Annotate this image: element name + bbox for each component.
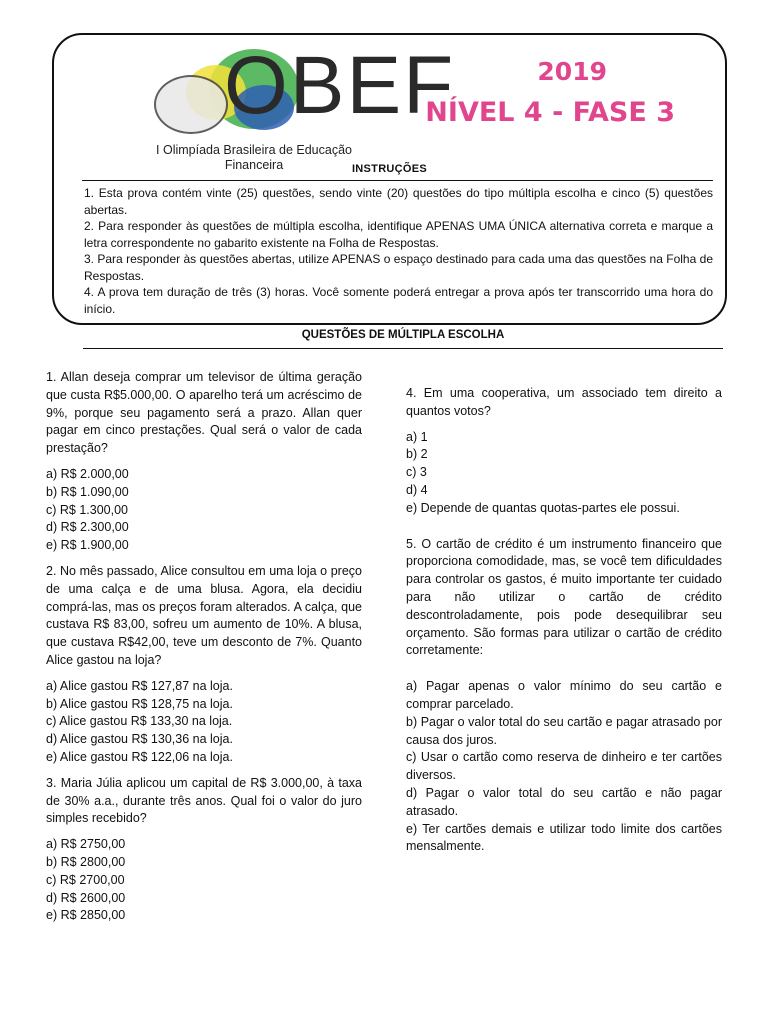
instructions-body — [84, 185, 713, 317]
options-list — [46, 466, 362, 555]
question-stem: 2. No mês passado, Alice consultou em uma loja o preço de uma calça e de uma blusa. Agora, ela decidiu comprá-las, mas os preços foram alterados. A calça, que custava R$ 83,00, sofreu um aumento de 10%. A blusa, que custava R$42,00, teve um desconto de 7%. Quanto Alice gastou na loja? — [46, 563, 362, 667]
logo-caption-line2: Financeira — [224, 158, 284, 172]
question-2 — [46, 563, 362, 767]
section-title: QUESTÕES DE MÚLTIPLA ESCOLHA — [301, 329, 505, 341]
option: a) Alice gastou R$ 127,87 na loja. — [46, 678, 233, 693]
right-column — [406, 385, 722, 864]
option: a) R$ 2750,00 — [46, 837, 126, 852]
option: c) R$ 1.300,00 — [46, 502, 128, 517]
question-3 — [46, 775, 362, 925]
spacer — [406, 526, 722, 536]
options-list — [46, 836, 362, 925]
question-stem: 3. Maria Júlia aplicou um capital de R$ 3.000,00, à taxa de 30% a.a., durante três anos. Qual foi o valor do juro simples recebido? — [46, 775, 362, 826]
instruction-item: 2. Para responder às questões de múltipla escolha, identifique APENAS UMA ÚNICA alternativa correta e marque a letra correspondente no gabarito existente na Folha de Respostas. — [84, 219, 713, 250]
option: e) Depende de quantas quotas-partes ele possui. — [406, 500, 680, 515]
instruction-item: 4. A prova tem duração de três (3) horas. Você somente poderá entregar a prova após ter transcorrido uma hora do início. — [84, 285, 713, 316]
exam-year: 2019 — [537, 57, 607, 86]
header-box — [52, 33, 727, 325]
spacer — [406, 668, 722, 678]
option: c) R$ 2700,00 — [46, 872, 125, 887]
option: d) Alice gastou R$ 130,36 na loja. — [46, 732, 233, 747]
options-list — [406, 429, 722, 518]
option: e) Ter cartões demais e utilizar todo limite dos cartões mensalmente. — [406, 821, 722, 854]
option: d) R$ 2600,00 — [46, 890, 126, 905]
instructions-divider — [82, 180, 713, 181]
option: a) R$ 2.000,00 — [46, 466, 129, 481]
question-stem: 4. Em uma cooperativa, um associado tem direito a quantos votos? — [406, 386, 722, 418]
question-4 — [406, 385, 722, 518]
option: d) R$ 2.300,00 — [46, 520, 129, 535]
option: d) 4 — [406, 482, 428, 497]
logo-text: OBEF — [224, 40, 456, 131]
question-stem: 1. Allan deseja comprar um televisor de última geração que custa R$5.000,00. O aparelho terá um acréscimo de 9%, porque seu pagamento será a prazo. Allan quer pagar em cinco prestações. Qual será o valor de cada prestação? — [46, 370, 362, 456]
option: a) 1 — [406, 429, 428, 444]
option: d) Pagar o valor total do seu cartão e não pagar atrasado. — [406, 785, 722, 818]
option: b) 2 — [406, 447, 428, 462]
exam-level: NÍVEL 4 - FASE 3 — [425, 97, 675, 128]
logo-caption-line1: I Olimpíada Brasileira de Educação — [156, 143, 352, 157]
option: c) 3 — [406, 465, 427, 480]
left-column — [46, 369, 362, 933]
option: b) Pagar o valor total do seu cartão e pagar atrasado por causa dos juros. — [406, 714, 722, 747]
option: c) Usar o cartão como reserva de dinheiro e ter cartões diversos. — [406, 750, 722, 783]
option: b) R$ 1.090,00 — [46, 484, 129, 499]
options-list — [46, 678, 362, 767]
option: c) Alice gastou R$ 133,30 na loja. — [46, 714, 233, 729]
option: e) Alice gastou R$ 122,06 na loja. — [46, 749, 233, 764]
question-1 — [46, 369, 362, 555]
option: e) R$ 1.900,00 — [46, 538, 129, 553]
section-divider — [83, 348, 723, 349]
instruction-item: 3. Para responder às questões abertas, utilize APENAS o espaço destinado para cada uma das questões na Folha de Respostas. — [84, 252, 713, 283]
instructions-title: INSTRUÇÕES — [351, 163, 428, 175]
option: a) Pagar apenas o valor mínimo do seu cartão e comprar parcelado. — [406, 679, 722, 711]
question-5 — [406, 536, 722, 857]
logo-blob-gray — [154, 75, 228, 134]
instruction-item: 1. Esta prova contém vinte (25) questões, sendo vinte (20) questões do tipo múltipla escolha e cinco (5) questões abertas. — [84, 186, 713, 217]
option: e) R$ 2850,00 — [46, 908, 126, 923]
question-stem: 5. O cartão de crédito é um instrumento financeiro que proporciona comodidade, mas, se você tem dificuldades para controlar os gastos, é muito importante ter cuidado para não utilizar o cartão de crédito descontroladamente, pois pode desequilibrar seu orçamento. São formas para utilizar o cartão de crédito corretamente: — [406, 536, 722, 658]
options-list — [406, 678, 722, 856]
option: b) R$ 2800,00 — [46, 854, 126, 869]
option: b) Alice gastou R$ 128,75 na loja. — [46, 696, 233, 711]
